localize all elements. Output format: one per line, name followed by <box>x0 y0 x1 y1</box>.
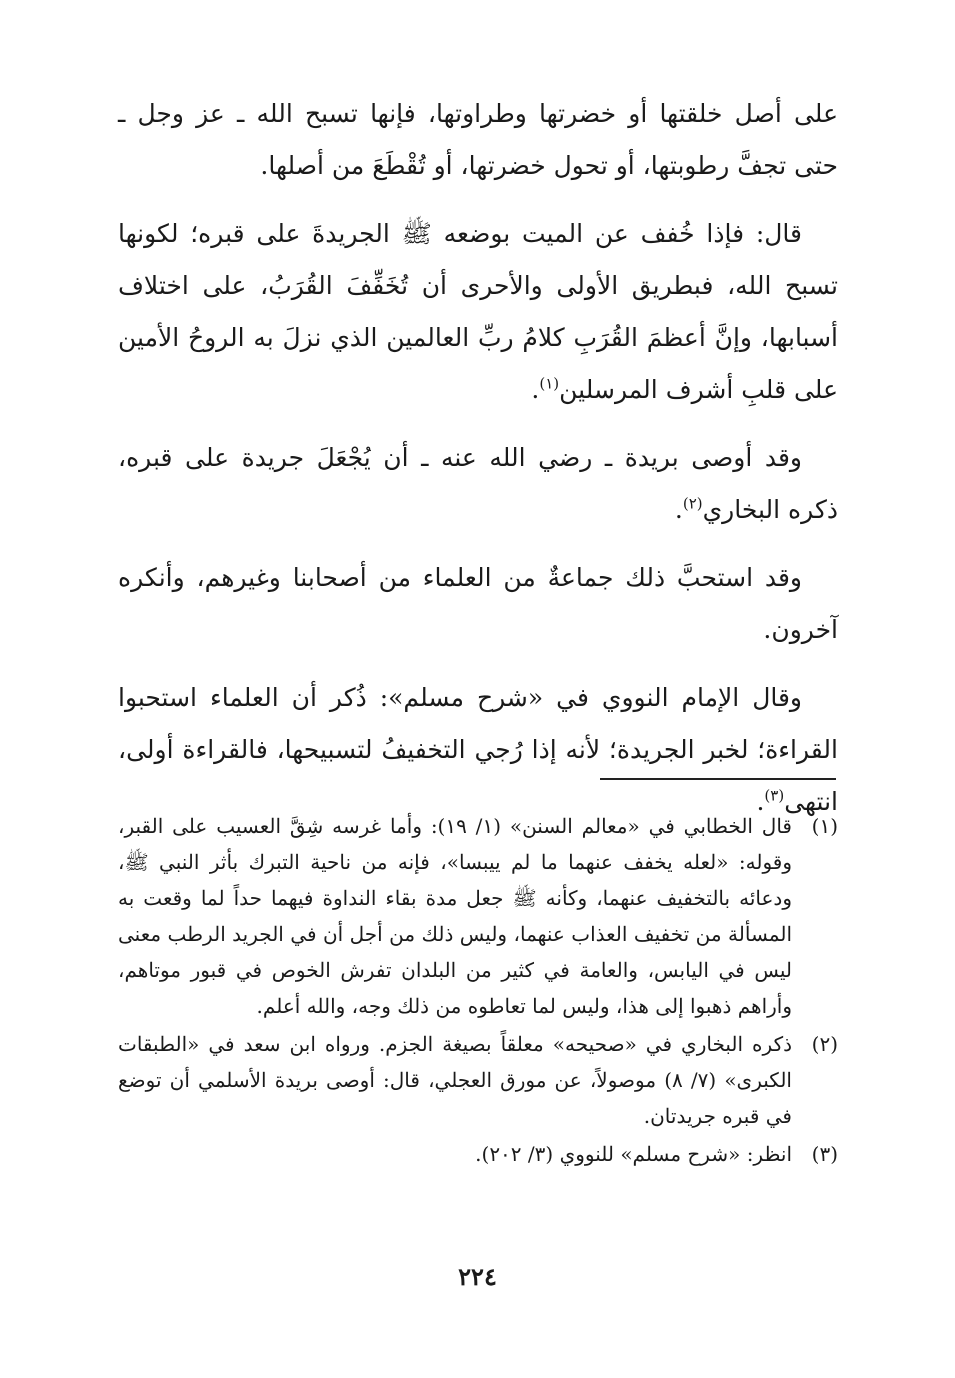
paragraph-2-text: قال: فإذا خُفف عن الميت بوضعه ﷺ الجريدةَ على قبره؛ لكونها تسبح الله، فبطريق الأولى والأحرى أن تُخَفِّفَ القُرَبُ، على اختلاف أسبابها، وإنَّ أعظمَ القُرَبِ كلامُ ربِّ العالمين الذي نزلَ به الروحُ الأمين على قلبِ أشرف المرسلين <box>118 219 838 404</box>
footnote-1-number: (١) <box>811 814 838 838</box>
footnote-1 <box>118 808 838 1024</box>
footnote-separator <box>600 778 836 780</box>
paragraph-5 <box>118 672 838 828</box>
main-body-text <box>118 88 838 844</box>
footnote-3-text: انظر: «شرح مسلم» للنووي (٣/ ٢٠٢). <box>475 1142 792 1166</box>
footnote-1-text: قال الخطابي في «معالم السنن» (١/ ١٩): وأما غرسه شِقَّ العسيب على القبر، وقوله: «لعله يخفف عنهما ما لم ييبسا»، فإنه من ناحية التبرك بأثر النبي ﷺ، ودعائه بالتخفيف عنهما، وكأنه ﷺ جعل مدة بقاء النداوة فيهما حداً لما وقعت به المسألة من تخفيف العذاب عنهما، وليس ذلك من أجل أن في الجريد الرطب معنى ليس في اليابس، والعامة في كثير من البلدان تفرش الخوص في قبور موتاهم، وأراهم ذهبوا إلى هذا، وليس لما تعاطوه من ذلك وجه، والله أعلم. <box>118 814 792 1018</box>
paragraph-2-end: . <box>531 375 540 404</box>
footnote-2-text: ذكره البخاري في «صحيحه» معلقاً بصيغة الجزم. ورواه ابن سعد في «الطبقات الكبرى» (٧/ ٨) موصولاً، عن مورق العجلي، قال: أوصى بريدة الأسلمي أن توضع في قبره جريدتان. <box>118 1032 793 1128</box>
footnote-3-number: (٣) <box>811 1142 838 1166</box>
paragraph-3-text: وقد أوصى بريدة ـ رضي الله عنه ـ أن يُجْعَلَ جريدة على قبره، ذكره البخاري <box>118 443 838 524</box>
paragraph-4-text: وقد استحبَّ ذلك جماعةٌ من العلماء من أصحابنا وغيرهم، وأنكره آخرون. <box>118 563 838 644</box>
footnote-ref-2[interactable]: (٢) <box>682 494 703 513</box>
paragraph-5-end: . <box>756 787 765 816</box>
footnotes-section <box>118 808 838 1174</box>
page-number: ٢٢٤ <box>458 1262 497 1291</box>
paragraph-3-end: . <box>674 495 683 524</box>
footnote-3 <box>118 1136 838 1172</box>
paragraph-1 <box>118 88 838 192</box>
paragraph-4 <box>118 552 838 656</box>
paragraph-1-text: على أصل خلقتها أو خضرتها وطراوتها، فإنها تسبح الله ـ عز وجل ـ حتى تجفَّ رطوبتها، أو تحول خضرتها، أو تُقْطَعَ من أصلها. <box>118 99 838 180</box>
footnote-2 <box>118 1026 838 1134</box>
paragraph-2 <box>118 208 838 416</box>
paragraph-5-text: وقال الإمام النووي في «شرح مسلم»: ذُكر أن العلماء استحبوا القراءة؛ لخبر الجريدة؛ لأنه إذا رُجي التخفيفُ لتسبيحها، فالقراءة أولى، انتهى <box>118 683 838 816</box>
footnote-ref-3[interactable]: (٣) <box>764 786 785 805</box>
footnote-ref-1[interactable]: (١) <box>539 374 560 393</box>
footnote-2-number: (٢) <box>811 1032 838 1056</box>
paragraph-3 <box>118 432 838 536</box>
